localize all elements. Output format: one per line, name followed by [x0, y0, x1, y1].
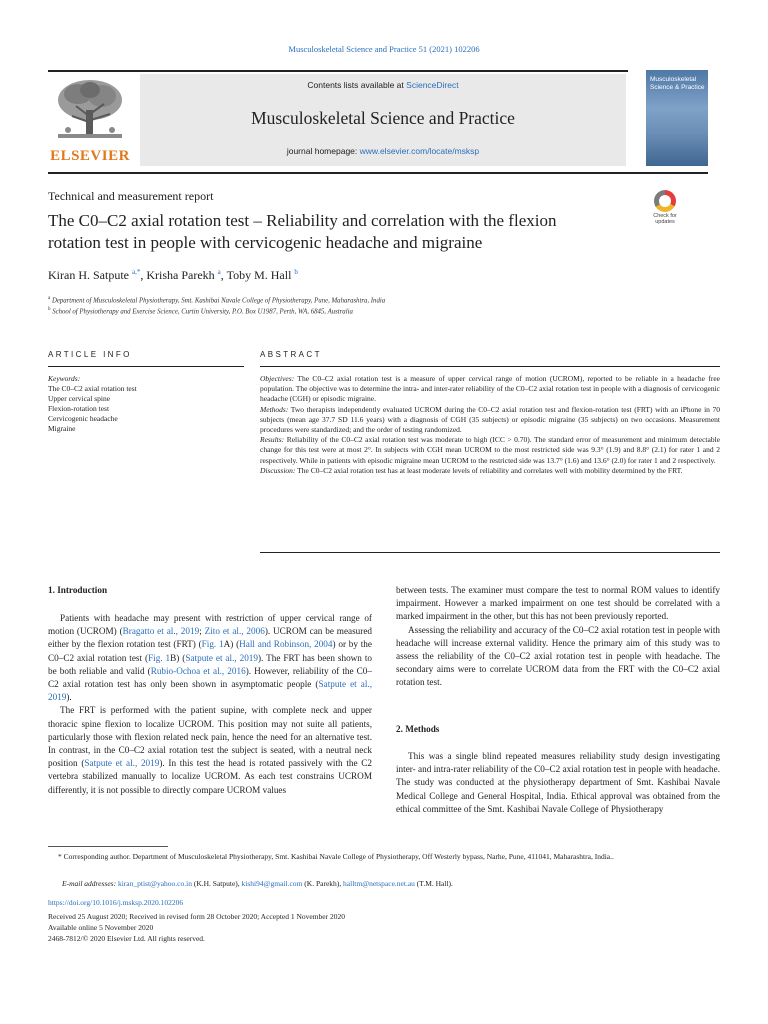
elsevier-logo[interactable] [48, 76, 132, 166]
abstract-objectives [260, 374, 720, 405]
text-run: (T.M. Hall). [414, 879, 453, 888]
masthead [140, 74, 626, 166]
intro-paragraph-2 [48, 704, 372, 796]
header-rule-top [48, 70, 628, 72]
citation-link[interactable]: Satpute et al., 2019 [48, 679, 372, 703]
elsevier-tree-icon [52, 76, 128, 142]
homepage-link[interactable]: www.elsevier.com/locate/msksp [359, 146, 480, 156]
doi-text[interactable]: https://doi.org/10.1016/j.msksp.2020.102206 [48, 898, 184, 907]
citation-link[interactable]: Rubio-Ochoa et al., 2016 [150, 665, 246, 676]
email-link[interactable]: kishi94@gmail.com [241, 879, 303, 888]
author-sup[interactable]: a,* [131, 268, 141, 276]
keywords-label: Keywords: [48, 374, 81, 383]
crossmark-button[interactable] [650, 190, 680, 225]
abstract-methods [260, 405, 720, 436]
publisher-name: ELSEVIER [50, 148, 130, 164]
figure-link[interactable]: Fig. 1 [201, 639, 224, 650]
article-type: Technical and measurement report [48, 189, 214, 203]
author-sup[interactable]: b [294, 268, 298, 276]
affiliation-text: Department of Musculoskeletal Physiotherapy, Smt. Kashibai Navale College of Physiotherapy, Pune, Maharashtra, India [51, 297, 386, 305]
issn-copyright: 2468-7812/© 2020 Elsevier Ltd. All rights reserved. [48, 934, 205, 943]
text-run: ). UCROM can be measured either by the flexion rotation test (FRT) ( [48, 626, 373, 650]
crossmark-label: Check for updates [653, 213, 677, 225]
text-run: Patients with headache may present with restriction of upper cervical range of motion (UCROM) ( [48, 613, 372, 637]
affiliation-sup: a [48, 296, 51, 301]
intro-paragraph-4: Assessing the reliability and accuracy of the C0–C2 axial rotation test in people with headache will increase external validity. Hence the primary aim of this study was to assess the reliability of the C0–C2 axial rotation test in people with headache. The secondary aims were to correlate UCROM data from the FRT with the C0–C2 axial rotation test. [396, 624, 720, 688]
author-sup[interactable]: a [217, 268, 221, 276]
text-run: ). In this test the head is rotated passively with the C2 vertebra stabilized manually to localize UCROM. As each test constrains UCROM differently, it is not possible to directly compare UCROM values [48, 758, 372, 795]
author-name[interactable]: Toby M. Hall [226, 268, 292, 282]
contents-line [140, 80, 626, 90]
contents-prefix: Contents lists available at [307, 80, 404, 90]
received-dates: Received 25 August 2020; Received in revised form 28 October 2020; Accepted 1 November 2020 [48, 912, 346, 921]
author-list: Kiran H. Satpute $^{a,*}$, Krisha Parekh $^a$, Toby M. Hall $^b$ [48, 268, 298, 282]
abstract-label: Methods: [260, 404, 289, 414]
affiliation-sup: b [48, 307, 51, 312]
journal-cover[interactable] [646, 70, 708, 166]
abstract-results [260, 435, 720, 466]
methods-text [396, 750, 720, 816]
keyword: Flexion-rotation test [48, 404, 110, 413]
text-run: ) or by the C0–C2 axial rotation test ( [48, 639, 372, 663]
section-heading-methods: 2. Methods [396, 724, 440, 734]
keyword: Migraine [48, 424, 76, 433]
citation-link[interactable]: Zito et al., 2006 [204, 626, 265, 637]
text-run: ). However, reliability of the C0–C2 axial rotation test has only been shown in asymptomatic people ( [48, 665, 372, 690]
journal-citation[interactable]: Musculoskeletal Science and Practice 51 (2021) 102206 [288, 44, 480, 54]
header-rule-bottom [48, 172, 708, 174]
figure-link[interactable]: Fig. 1 [148, 652, 171, 663]
abstract-text: The C0–C2 axial rotation test is a measure of upper cervical range of motion (UCROM), reported to be reliable in a headache free population. The objective was to determine the intra- and inter-rater reliability of the C0–C2 axial rotation test in people with a diagnosis of cervicogenic headache (CGH) or episodic migraine. [260, 374, 720, 404]
citation-link[interactable]: Hall and Robinson, 2004 [239, 639, 333, 650]
keywords-block [48, 374, 137, 434]
email-addresses [48, 879, 734, 889]
keyword: Cervicogenic headache [48, 414, 118, 423]
intro-paragraph-1 [48, 612, 372, 704]
abstract-text: The C0–C2 axial rotation test has at least moderate levels of reliability and correlates well with mobility determined by the FRT. [297, 465, 683, 475]
text-run: The FRT is performed with the patient supine, with complete neck and upper thoracic spine flexion to localize UCROM. This position may not suite all patients, particularly those with flexion related neck pain, hence the need for an alternative test. In contrast, in the C0–C2 axial rotation test the subject is seated, with a neutral neck position ( [48, 705, 372, 769]
text-run: ; [199, 626, 205, 637]
homepage-line [140, 146, 626, 156]
corresponding-author-note: * Corresponding author. Department of Musculoskeletal Physiotherapy, Smt. Kashibai Navale College of Physiotherapy, Off Westerly bypass, Narhe, Pune, 411041, Maharashtra, India.. [58, 852, 614, 861]
crossmark-icon [654, 190, 676, 212]
text-run: ). The FRT has been shown to be both reliable and valid ( [48, 652, 372, 676]
author-name[interactable]: Kiran H. Satpute [48, 268, 129, 282]
article-info-rule [48, 366, 244, 367]
article-title [48, 210, 628, 254]
left-column [48, 612, 372, 797]
online-date: Available online 5 November 2020 [48, 923, 154, 932]
abstract-heading: ABSTRACT [260, 350, 322, 359]
citation-link[interactable]: Satpute et al., 2019 [84, 758, 160, 769]
abstract-label: Discussion: [260, 465, 296, 475]
affiliation [48, 296, 385, 304]
abstract-discussion [260, 466, 720, 476]
abstract-text: Reliability of the C0–C2 axial rotation test was moderate to high (ICC > 0.70). The standard error of measurement and minimum detectable change for this test were at most 2°. In subjects with CGH mean UCROM to the most restricted side was 9.3° (1.9) and 8.8° (2.1) for rater 1 and 2 respectively. While in patients with episodic migraine mean UCROM to the restricted side was 13.7° (1.6) and 13.6° (2.0) for rater 1 and 2 respectively. [260, 435, 721, 465]
sciencedirect-link[interactable]: ScienceDirect [406, 80, 459, 90]
citation-link[interactable]: Bragatto et al., 2019 [122, 626, 200, 637]
text-run: (K.H. Satpute), [191, 879, 242, 888]
intro-paragraph-3: between tests. The examiner must compare the test to normal ROM values to identify impairment. However a marked impairment on one test should be correlated with a marked impairment in the other, but this has not been previously reported. [396, 585, 720, 622]
cover-title: Musculoskeletal Science & Practice [650, 76, 705, 91]
abstract-label: Objectives: [260, 374, 295, 383]
article-title-line-1: The C0–C2 axial rotation test – Reliability and correlation with the flexion [48, 211, 557, 230]
affiliation [48, 307, 353, 315]
doi-link[interactable] [48, 898, 720, 908]
abstract-body [260, 374, 720, 476]
keyword: Upper cervical spine [48, 394, 111, 403]
text-run: (K. Parekh), [302, 879, 344, 888]
text-run: A) ( [223, 639, 240, 650]
author-name[interactable]: Krisha Parekh [146, 268, 215, 282]
homepage-prefix: journal homepage: [286, 146, 358, 156]
footnote-rule [48, 846, 168, 847]
journal-title: Musculoskeletal Science and Practice [251, 108, 515, 128]
abstract-text: Two therapists independently evaluated UCROM during the C0–C2 axial rotation test and flexion-rotation test (FRT) with an iPhone in 70 subjects (mean age 37.7 SD 11.6 years) with a diagnosis of CGH (35 subjects) or episodic migraine (35 subjects) on two occasions. Measurement procedures were standardized; and the order of testing randomized. [260, 404, 720, 435]
article-info-heading: ARTICLE INFO [48, 350, 132, 359]
article-title-line-2: rotation test in people with cervicogenic headache and migraine [48, 233, 483, 252]
text-run: B) ( [170, 652, 186, 663]
keyword: The C0–C2 axial rotation test [48, 384, 137, 393]
affiliation-text: School of Physiotherapy and Exercise Science, Curtin University, P.O. Box U1987, Perth, WA, 6845, Australia [52, 308, 353, 316]
abstract-end-rule [260, 552, 720, 553]
abstract-rule [260, 366, 720, 367]
right-column [396, 584, 720, 690]
section-heading-introduction: 1. Introduction [48, 585, 108, 595]
email-link[interactable]: halltm@netspace.net.au [343, 879, 415, 888]
abstract-label: Results: [260, 435, 285, 445]
text-run: ). [66, 692, 72, 703]
email-label: E-mail addresses: [62, 879, 117, 888]
email-link[interactable]: kiran_ptist@yahoo.co.in [117, 879, 192, 888]
methods-paragraph-1: This was a single blind repeated measures reliability study design investigating inter- and intra-rater reliability of the C0–C2 axial rotation test in people with headache. The study was conducted at the physiotherapy department of Smt. Kashibai Navale Medical College and General Hospital, India. Ethical approval was obtained from the ethical committee of the Smt. Kashibai Navale College of Physiotherapy [396, 751, 720, 814]
citation-link[interactable]: Satpute et al., 2019 [185, 652, 258, 663]
